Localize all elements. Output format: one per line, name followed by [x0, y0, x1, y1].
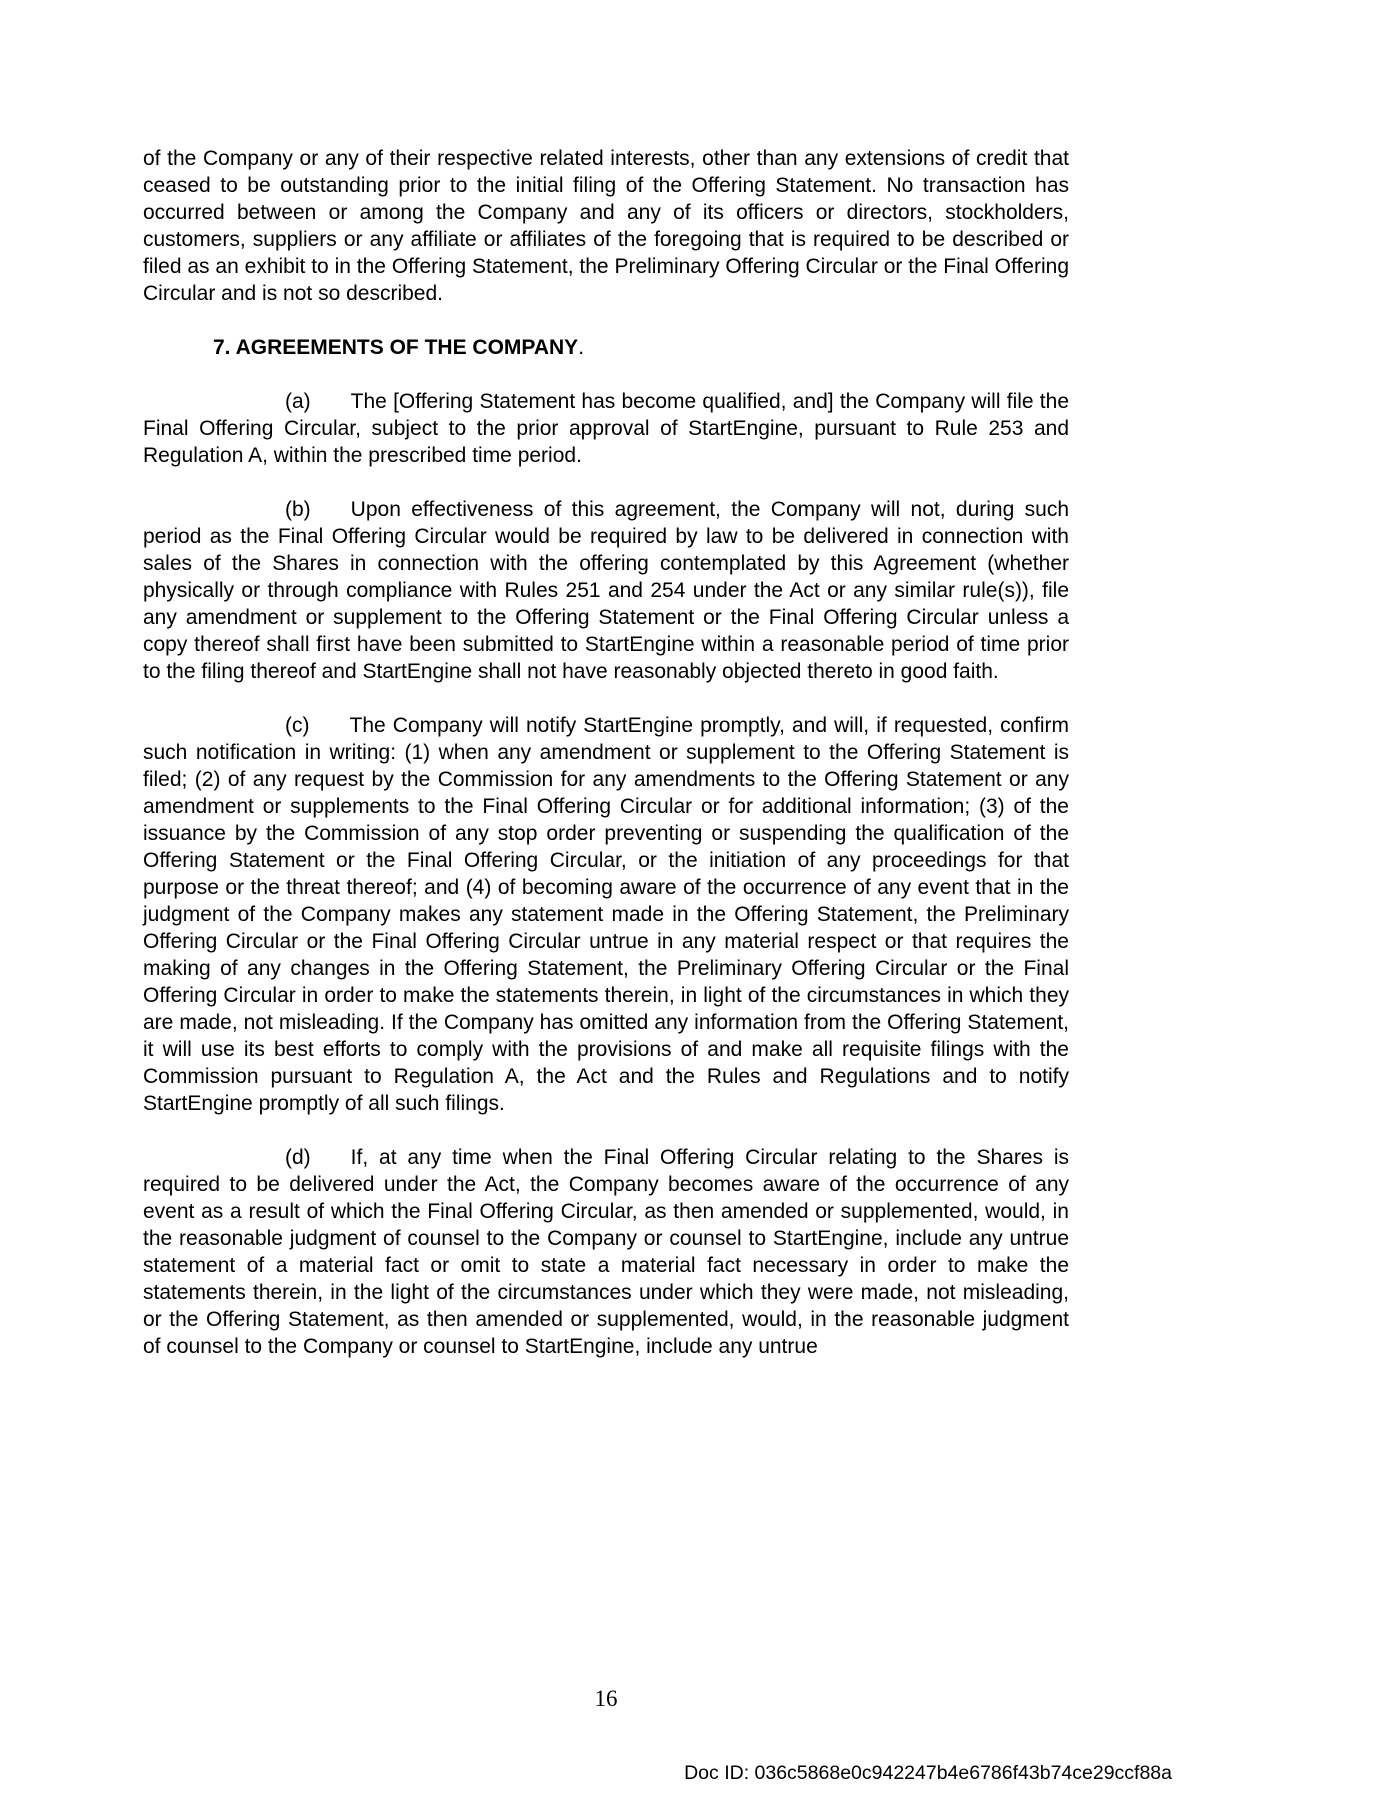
subparagraph-d-text: If, at any time when the Final Offering Circular relating to the Shares is required to be delivered under the Act, the Company becomes aware of the occurrence of any event as a result of which the Final Offering Circular, as then amended or supplemented, would, in the reasonable judgment of counsel to the Company or counsel to StartEngine, include any untrue statement of a material fact or omit to state a material fact necessary in order to make the statements therein, in the light of the circumstances under which they were made, not misleading, or the Offering Statement, as then amended or supplemented, would, in the reasonable judgment of counsel to the Company or counsel to StartEngine, include any untrue [143, 1146, 1069, 1358]
subparagraph-c-label: (c) [285, 714, 310, 737]
subparagraph-c-text: The Company will notify StartEngine promptly, and will, if requested, confirm such notification in writing: (1) when any amendment or supplement to the Offering Statement is filed; (2) of any request by the Commission for any amendments to the Offering Statement or any amendment or supplements to the Final Offering Circular or for additional information; (3) of the issuance by the Commission of any stop order preventing or suspending the qualification of the Offering Statement or the Final Offering Circular, or the initiation of any proceedings for that purpose or the threat thereof; and (4) of becoming aware of the occurrence of any event that in the judgment of the Company makes any statement made in the Offering Statement, the Preliminary Offering Circular or the Final Offering Circular untrue in any material respect or that requires the making of any changes in the Offering Statement, the Preliminary Offering Circular or the Final Offering Circular in order to make the statements therein, in light of the circumstances in which they are made, not misleading. If the Company has omitted any information from the Offering Statement, it will use its best efforts to comply with the provisions of and make all requisite filings with the Commission pursuant to Regulation A, the Act and the Rules and Regulations and to notify StartEngine promptly of all such filings. [143, 714, 1069, 1115]
subparagraph-b [143, 496, 1069, 685]
subparagraph-d [143, 1144, 1069, 1360]
doc-id-footer: Doc ID: 036c5868e0c942247b4e6786f43b74ce29ccf88a [684, 1762, 1172, 1784]
subparagraph-a-label: (a) [285, 390, 311, 413]
subparagraph-a-text: The [Offering Statement has become qualified, and] the Company will file the Final Offering Circular, subject to the prior approval of StartEngine, pursuant to Rule 253 and Regulation A, within the prescribed time period. [143, 390, 1069, 467]
section-heading-text: 7. AGREEMENTS OF THE COMPANY [213, 336, 579, 359]
paragraph-intro: of the Company or any of their respective related interests, other than any extensions of credit that ceased to be outstanding prior to the initial filing of the Offering Statement. No transaction has occurred between or among the Company and any of its officers or directors, stockholders, customers, suppliers or any affiliate or affiliates of the foregoing that is required to be described or filed as an exhibit to in the Offering Statement, the Preliminary Offering Circular or the Final Offering Circular and is not so described. [143, 147, 1069, 305]
page-number: 16 [594, 1686, 618, 1711]
subparagraph-b-label: (b) [285, 498, 311, 521]
section-heading [143, 334, 1069, 361]
page-content [143, 145, 1069, 1387]
subparagraph-a [143, 388, 1069, 469]
subparagraph-c [143, 712, 1069, 1117]
section-heading-period: . [578, 336, 585, 359]
subparagraph-b-text: Upon effectiveness of this agreement, the Company will not, during such period as the Final Offering Circular would be required by law to be delivered in connection with sales of the Shares in connection with the offering contemplated by this Agreement (whether physically or through compliance with Rules 251 and 254 under the Act or any similar rule(s)), file any amendment or supplement to the Offering Statement or the Final Offering Circular unless a copy thereof shall first have been submitted to StartEngine within a reasonable period of time prior to the filing thereof and StartEngine shall not have reasonably objected thereto in good faith. [143, 498, 1069, 683]
subparagraph-d-label: (d) [285, 1146, 311, 1169]
